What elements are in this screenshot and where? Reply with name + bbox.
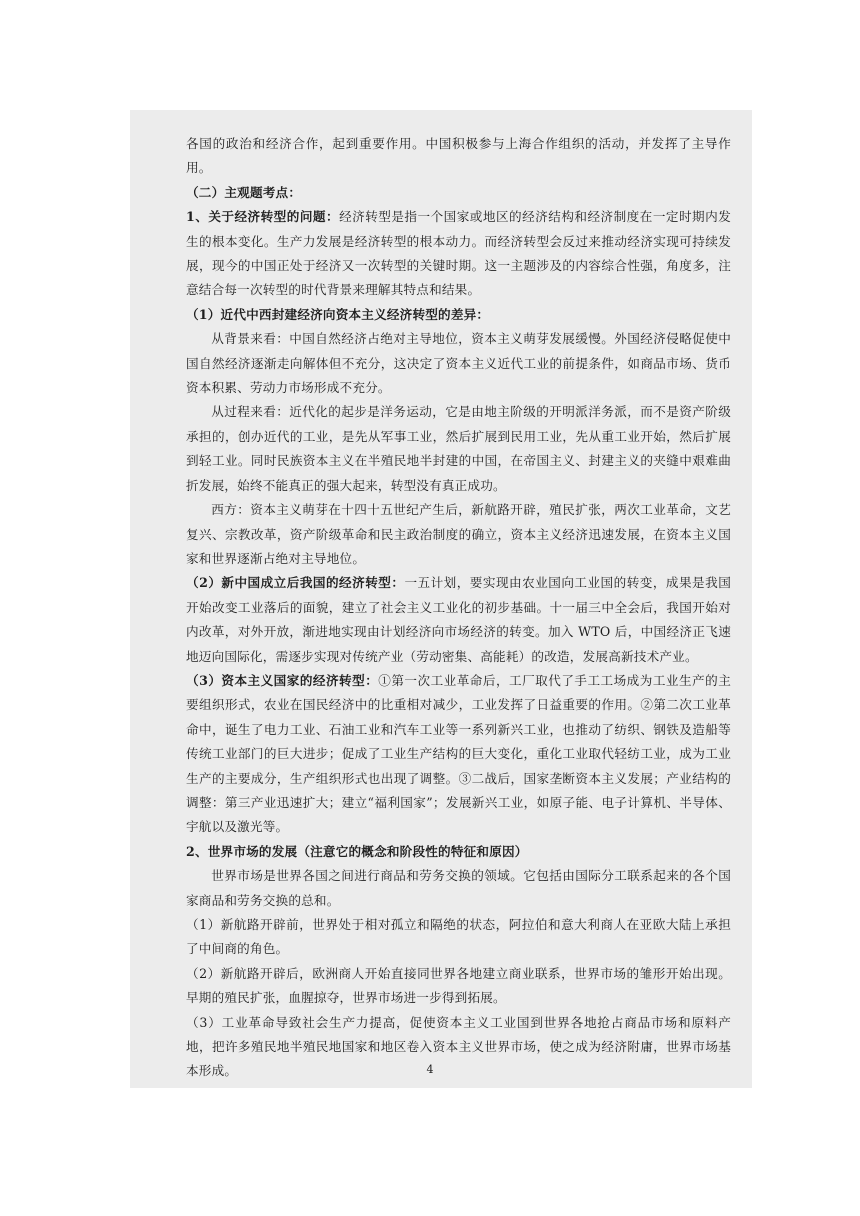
subheading-east-west-transition: （1）近代中西封建经济向资本主义经济转型的差异： <box>186 306 490 322</box>
section-heading-subjective: （二）主观题考点： <box>186 184 302 200</box>
topic-heading: 1、关于经济转型的问题： <box>186 209 340 225</box>
paragraph-background: 从背景来看：中国自然经济占绝对主导地位，资本主义萌芽发展缓慢。外国经济侵略促使中国自然经济逐渐走向解体但不充分，这决定了资本主义近代工业的前提条件，如商品市场、货币资本积累、劳动力市场形成不充分。 <box>186 331 731 396</box>
paragraph-west: 西方：资本主义萌芽在十四十五世纪产生后，新航路开辟，殖民扩张，两次工业革命，文艺复兴、宗教改革，资产阶级革命和民主政治制度的确立，资本主义经济迅速发展，在资本主义国家和世界逐渐占绝对主导地位。 <box>186 502 731 566</box>
paragraph-world-market-1: （1）新航路开辟前，世界处于相对孤立和隔绝的状态，阿拉伯和意大利商人在亚欧大陆上承担了中间商的角色。 <box>186 917 731 957</box>
paragraph-continuation: 各国的政治和经济合作，起到重要作用。中国积极参与上海合作组织的活动，并发挥了主导作用。 <box>186 136 731 176</box>
capitalist-text: ①第一次工业革命后，工厂取代了手工工场成为工业生产的主要组织形式，农业在国民经济中的比重相对减少，工业发挥了日益重要的作用。②第二次工业革命中，诞生了电力工业、石油工业和汽车工业等一系列新兴工业，也推动了纺织、钢铁及造船等传统工业部门的巨大进步；促成了工业生产结构的巨大变化，重化工业取代轻纺工业，成为工业生产的主要成分，生产组织形式也出现了调整。③二战后，国家垄断资本主义发展；产业结构的调整：第三产业迅速扩大；建立“福利国家”；发展新兴工业，如原子能、电子计算机、半导体、宇航以及激光等。 <box>186 672 731 835</box>
paragraph-capitalist-transition <box>186 669 731 840</box>
page-number: 4 <box>426 1063 434 1076</box>
topic-economic-transition <box>186 205 731 303</box>
page-body <box>186 132 731 1084</box>
new-china-text: 一五计划，要实现由农业国向工业国的转变，成果是我国开始改变工业落后的面貌，建立了社会主义工业化的初步基础。十一届三中全会后，我国开始对内改革，对外开放，渐进地实现由计划经济向市场经济的转变。加入 WTO 后，中国经济正飞速地迈向国际化，需逐步实现对传统产业（劳动密集、高能耗）的改造，发展高新技术产业。 <box>186 575 732 664</box>
subheading-new-china: （2）新中国成立后我国的经济转型： <box>186 575 405 591</box>
subheading-capitalist: （3）资本主义国家的经济转型： <box>186 672 379 688</box>
paragraph-world-market-3: （3）工业革命导致社会生产力提高，促使资本主义工业国到世界各地抢占商品市场和原料产地，把许多殖民地半殖民地国家和地区卷入资本主义世界市场，使之成为经济附庸，世界市场基本形成。 <box>186 1014 731 1079</box>
paragraph-process: 从过程来看：近代化的起步是洋务运动，它是由地主阶级的开明派洋务派，而不是资产阶级承担的，创办近代的工业，是先从军事工业，然后扩展到民用工业，先从重工业开始，然后扩展到轻工业。同时民族资本主义在半殖民地半封建的中国，在帝国主义、封建主义的夹缝中艰难曲折发展，始终不能真正的强大起来，转型没有真正成功。 <box>186 404 731 493</box>
paragraph-world-market-2: （2）新航路开辟后，欧洲商人开始直接同世界各地建立商业联系，世界市场的雏形开始出现。早期的殖民扩张，血腥掠夺，世界市场进一步得到拓展。 <box>186 965 731 1006</box>
paragraph-world-market-definition: 世界市场是世界各国之间进行商品和劳务交换的领域。它包括由国际分工联系起来的各个国家商品和劳务交换的总和。 <box>186 868 731 908</box>
topic-world-market-heading: 2、世界市场的发展（注意它的概念和阶段性的特征和原因） <box>186 843 528 859</box>
topic-text: 经济转型是指一个国家或地区的经济结构和经济制度在一定时期内发生的根本变化。生产力发展是经济转型的根本动力。而经济转型会反过来推动经济实现可持续发展，现今的中国正处于经济又一次转型的关键时期。这一主题涉及的内容综合性强，角度多，注意结合每一次转型的时代背景来理解其特点和结果。 <box>186 209 731 298</box>
paragraph-new-china <box>186 571 731 669</box>
